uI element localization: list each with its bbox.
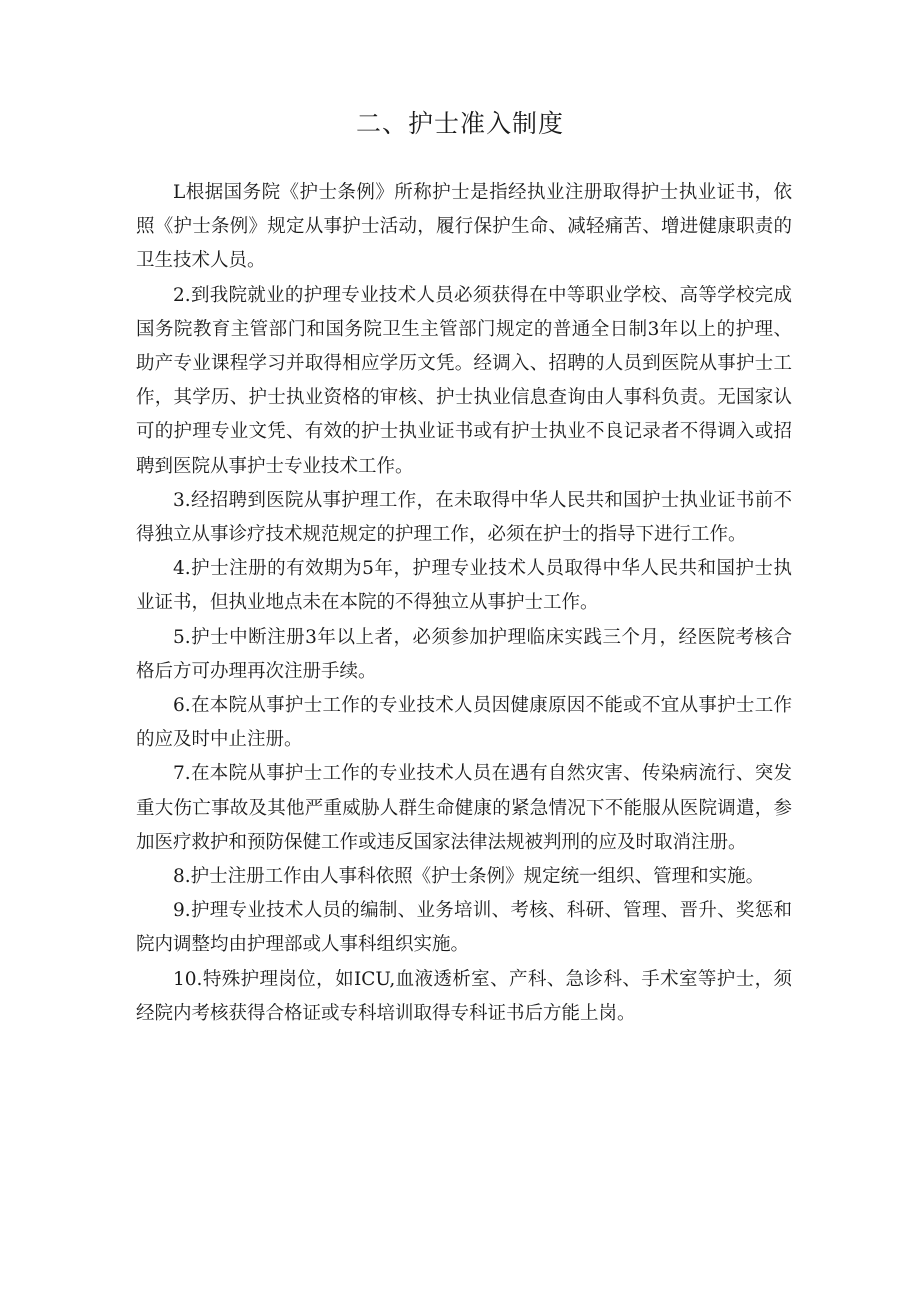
paragraph-2: 2.到我院就业的护理专业技术人员必须获得在中等职业学校、高等学校完成国务院教育主管部门和国务院卫生主管部门规定的普通全日制3年以上的护理、助产专业课程学习并取得相应学历文凭。经调入、招聘的人员到医院从事护士工作，其学历、护士执业资格的审核、护士执业信息查询由人事科负责。无国家认可的护理专业文凭、有效的护士执业证书或有护士执业不良记录者不得调入或招聘到医院从事护士专业技术工作。 [136,284,792,477]
paragraph-7: 7.在本院从事护士工作的专业技术人员在遇有自然灾害、传染病流行、突发重大伤亡事故及其他严重威胁人群生命健康的紧急情况下不能服从医院调遣，参加医疗救护和预防保健工作或违反国家法律法规被判刑的应及时取消注册。 [136,763,792,853]
paragraph-10: 10.特殊护理岗位，如ICU,血液透析室、产科、急诊科、手术室等护士，须经院内考核获得合格证或专科培训取得专科证书后方能上岗。 [136,968,792,1024]
document-title: 二、护士准入制度 [355,109,564,138]
paragraph-1: L根据国务院《护士条例》所称护士是指经执业注册取得护士执业证书，依照《护士条例》规定从事护士活动，履行保护生命、减轻痛苦、增进健康职责的卫生技术人员。 [136,182,792,272]
paragraph-6: 6.在本院从事护士工作的专业技术人员因健康原因不能或不宜从事护士工作的应及时中止注册。 [136,695,792,751]
paragraph-8: 8.护士注册工作由人事科依照《护士条例》规定统一组织、管理和实施。 [173,866,765,888]
paragraph-3: 3.经招聘到医院从事护理工作，在未取得中华人民共和国护士执业证书前不得独立从事诊疗技术规范规定的护理工作，必须在护士的指导下进行工作。 [136,489,792,546]
paragraph-9: 9.护理专业技术人员的编制、业务培训、考核、科研、管理、晋升、奖惩和院内调整均由护理部或人事科组织实施。 [136,900,792,956]
paragraph-4: 4.护士注册的有效期为5年，护理专业技术人员取得中华人民共和国护士执业证书，但执业地点未在本院的不得独立从事护士工作。 [136,558,792,614]
paragraph-5: 5.护士中断注册3年以上者，必须参加护理临床实践三个月，经医院考核合格后方可办理再次注册手续。 [136,626,792,682]
document-body [136,176,792,1031]
